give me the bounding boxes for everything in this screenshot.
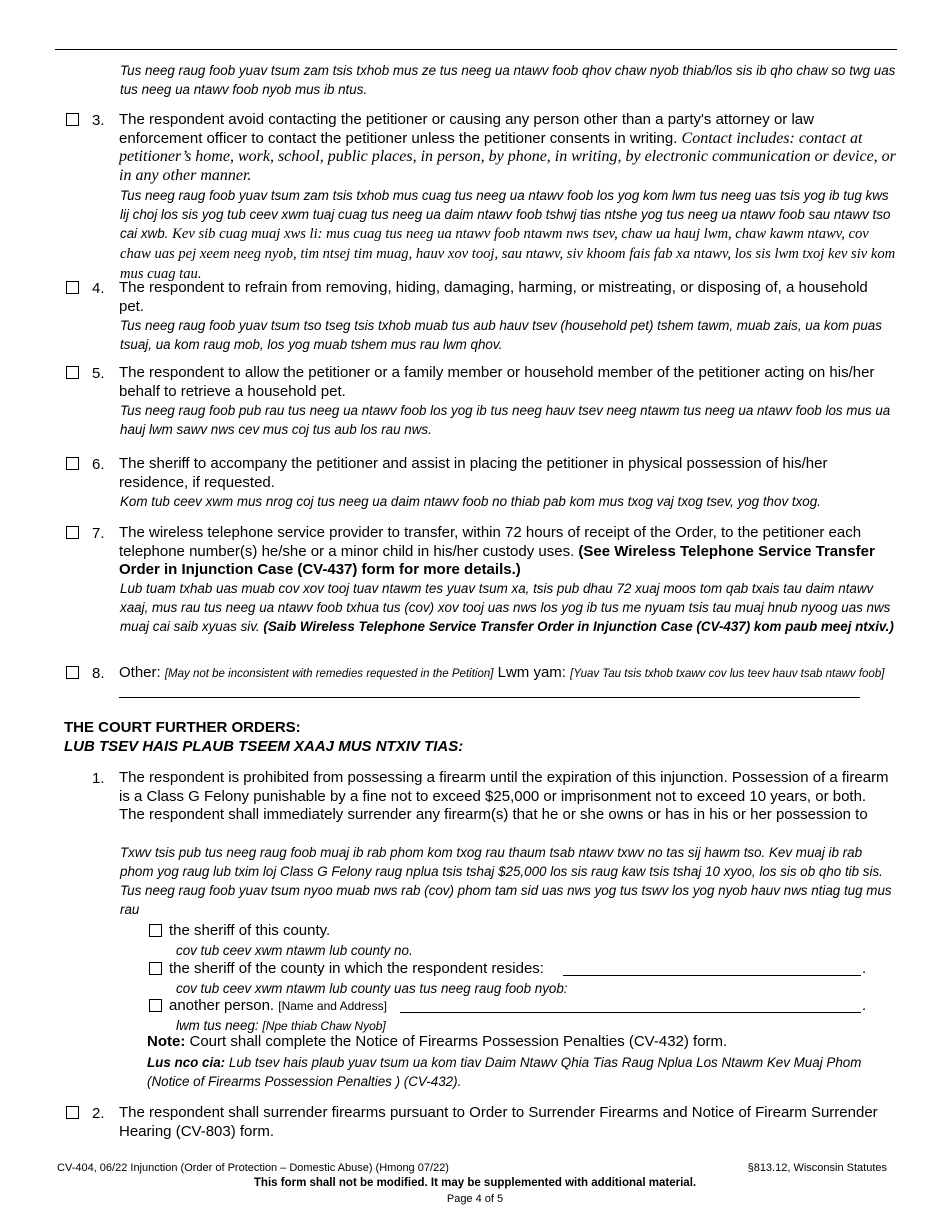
item-3-hmong [120, 186, 900, 284]
item-3-hmong-serif: Kev sib cuag muaj xws li: mus cuag tus neeg ua ntawv foob ntawm nws tsev, chaw ua hauj lwm, chaw kawm ntawv, cov chaw uas pej xeem neeg nyob, tim ntsej tim muag, hauv xov tooj, sau ntawv, siv khoom fais fab xa ntawv, los sis lwm txoj kev siv kom mus cuag tau. [120, 226, 896, 282]
another-person-period: . [862, 997, 867, 1014]
note-hmong-label: Lus nco cia: [147, 1055, 226, 1070]
note-label: Note: [147, 1033, 186, 1050]
item-4-text: The respondent to refrain from removing, hiding, damaging, harming, or mistreating, or disposing of, a household pet. [119, 279, 868, 315]
item-7-english: The wireless telephone service provider to transfer, within 72 hours of receipt of the Order, to the petitioner each telephone number(s) he/she or a minor child in his/her custody uses. [119, 524, 862, 560]
another-person-hmong-bracket: [Npe thiab Chaw Nyob] [262, 1019, 386, 1033]
item-3-text [119, 111, 899, 185]
other-note: [May not be inconsistent with remedies requested in the Petition] [164, 668, 494, 680]
item-4-checkbox[interactable] [66, 281, 79, 294]
item-4-number: 4. [92, 280, 105, 297]
footer-notice: This form shall not be modified. It may be supplemented with additional material. [253, 1177, 697, 1189]
option-sheriff-respondent-county-text: the sheriff of the county in which the respondent resides: [169, 960, 544, 977]
other-label-hmong: Lwm yam: [497, 664, 566, 681]
item-7-hmong-bold: (Saib Wireless Telephone Service Transfer Order in Injunction Case (CV-437) kom paub meej ntxiv.) [263, 619, 894, 634]
item-8-number: 8. [92, 665, 105, 682]
other-input-line[interactable] [119, 697, 860, 698]
item-8-text [119, 664, 909, 684]
item-3-english: The respondent avoid contacting the petitioner or causing any person other than a party's attorney or law enforcement officer to contact the petitioner unless the petitioner consents in writing. [119, 111, 814, 147]
another-person-hmong-label: lwm tus neeg: [176, 1018, 259, 1033]
item-3-hmong-sans: Tus neeg raug foob yuav tsum zam tsis txhob mus cuag tus neeg ua ntawv foob los yog kom lwm tus neeg uas tsis yog ib tug kws lij choj los sis yog tub ceev xwm tuaj cuag tus neeg ua daim ntawv foob tshwj tias ntshe yog tus neeg ua ntawv foob sau ntawv tso cai xwb. [120, 188, 891, 241]
note-hmong [147, 1053, 892, 1091]
item-7-hmong [120, 579, 895, 636]
option-sheriff-respondent-county-checkbox[interactable] [149, 962, 162, 975]
option-another-person-checkbox[interactable] [149, 999, 162, 1012]
item-8-checkbox[interactable] [66, 666, 79, 679]
order-1-text: The respondent is prohibited from possessing a firearm until the expiration of this injunction. Possession of a firearm is a Class G Felony punishable by a fine not to exceed $25,000 or imprisonment not to exceed 10 years, or both. The respondent shall immediately surrender any firearm(s) that he or she owns or has in his or her possession to [119, 769, 889, 823]
item-6-checkbox[interactable] [66, 457, 79, 470]
item-5-checkbox[interactable] [66, 366, 79, 379]
item-6-text: The sheriff to accompany the petitioner and assist in placing the petitioner in physical possession of his/her residence, if requested. [119, 455, 828, 491]
footer-form-id: CV-404, 06/22 Injunction (Order of Protection – Domestic Abuse) (Hmong 07/22) [57, 1162, 449, 1174]
respondent-county-input-line[interactable] [563, 975, 861, 976]
respondent-county-period: . [862, 960, 867, 977]
order-2-number: 2. [92, 1105, 105, 1122]
item-7-hmong-sans: Lub tuam txhab uas muab cov xov tooj tuav ntawm tes yuav tsum xa, tsis pub dhau 72 xuaj moos tom qab txais tau daim ntawv xaaj, mus rau tus neeg ua ntawv foob txhua tus (cov) xov tooj uas nws los yog ib tus me nyuam tsis tau muaj hnub nyoog uas nws muaj cai saib xyuas siv. [120, 581, 891, 634]
item-6-number: 6. [92, 456, 105, 473]
another-person-bracket: [Name and Address] [278, 999, 387, 1013]
further-heading-hmong: LUB TSEV HAIS PLAUB TSEEM XAAJ MUS NTXIV TIAS: [64, 738, 464, 755]
item-5-number: 5. [92, 365, 105, 382]
note-text [147, 1033, 887, 1052]
order-1-number: 1. [92, 770, 105, 787]
order-1-hmong: Txwv tsis pub tus neeg raug foob muaj ib rab phom kom txog rau thaum tsab ntawv txwv no tas sij hawm tso. Kev muaj ib rab phom yog raug lub txim loj Class G Felony raug nplua tsis tshaj $25,000 los sis raug kaw tsis tshaj 10 xyoo, los sis ob qho tib sis. Tus neeg raug foob yuav tsum nyoo muab nws rab (cov) phom tam sid uas nws yog tus tswv los yog nyob hauv nws ntiag tug mus rau [120, 845, 892, 917]
option-sheriff-this-county-checkbox[interactable] [149, 924, 162, 937]
item-7-number: 7. [92, 525, 105, 542]
another-person-label: another person. [169, 997, 275, 1014]
item-5-text: The respondent to allow the petitioner or a family member or household member of the petitioner acting on his/her behalf to retrieve a household pet. [119, 364, 875, 400]
item-7-checkbox[interactable] [66, 526, 79, 539]
another-person-input-line[interactable] [400, 1012, 861, 1013]
item-5-hmong: Tus neeg raug foob pub rau tus neeg ua ntawv foob los yog ib tus neeg hauv tsev neeg ntawm tus neeg ua ntawv foob los mus ua hauj lwm sawv nws cev mus coj tus aub los rau nws. [120, 403, 891, 437]
option-sheriff-respondent-county-hmong: cov tub ceev xwm ntawm lub county uas tus neeg raug foob nyob: [176, 981, 568, 996]
item-3-number: 3. [92, 112, 105, 129]
further-heading: THE COURT FURTHER ORDERS: [64, 719, 301, 736]
footer-statute: §813.12, Wisconsin Statutes [747, 1162, 887, 1174]
item-7-text [119, 524, 894, 580]
option-sheriff-this-county-hmong: cov tub ceev xwm ntawm lub county no. [176, 943, 413, 958]
other-label: Other: [119, 664, 161, 681]
item-6-hmong: Kom tub ceev xwm mus nrog coj tus neeg ua daim ntawv foob no thiab pab kom mus txog vaj txog tsev, yog thov txog. [120, 494, 821, 509]
intro-hmong-text: Tus neeg raug foob yuav tsum zam tsis txhob mus ze tus neeg ua ntawv foob qhov chaw nyob thiab/los sis ib qho chaw so twg uas tus neeg ua ntawv foob nyob mus ib ntus. [120, 63, 896, 97]
item-3-checkbox[interactable] [66, 113, 79, 126]
option-another-person-text [169, 997, 387, 1016]
other-note-hmong: [Yuav Tau tsis txhob txawv cov lus teev hauv tsab ntawv foob] [570, 668, 885, 680]
footer-page-number: Page 4 of 5 [446, 1193, 504, 1205]
option-sheriff-this-county-text: the sheriff of this county. [169, 922, 331, 939]
item-3-english-serif: Contact includes: contact at petitioner’s home, work, school, public places, in person, by phone, in writing, by electronic communication or device, or in any other manner. [119, 129, 896, 184]
top-rule [55, 49, 897, 50]
order-2-text: The respondent shall surrender firearms pursuant to Order to Surrender Firearms and Notice of Firearm Surrender Hearing (CV-803) form. [119, 1104, 878, 1140]
item-7-english-bold: (See Wireless Telephone Service Transfer Order in Injunction Case (CV-437) form for more details.) [119, 542, 875, 578]
note-hmong-body: Lub tsev hais plaub yuav tsum ua kom tiav Daim Ntawv Qhia Tias Raug Nplua Los Ntawm Kev Muaj Phom (Notice of Firearms Possession Penalties ) (CV-432). [147, 1055, 862, 1089]
item-4-hmong: Tus neeg raug foob yuav tsum tso tseg tsis txhob muab tus aub hauv tsev (household pet) tshem tawm, muab zais, ua kom puas tsuaj, ua kom raug mob, los yog muab tshem mus rau lwm qhov. [120, 318, 882, 352]
order-2-checkbox[interactable] [66, 1106, 79, 1119]
note-body: Court shall complete the Notice of Firearms Possession Penalties (CV-432) form. [189, 1033, 728, 1050]
